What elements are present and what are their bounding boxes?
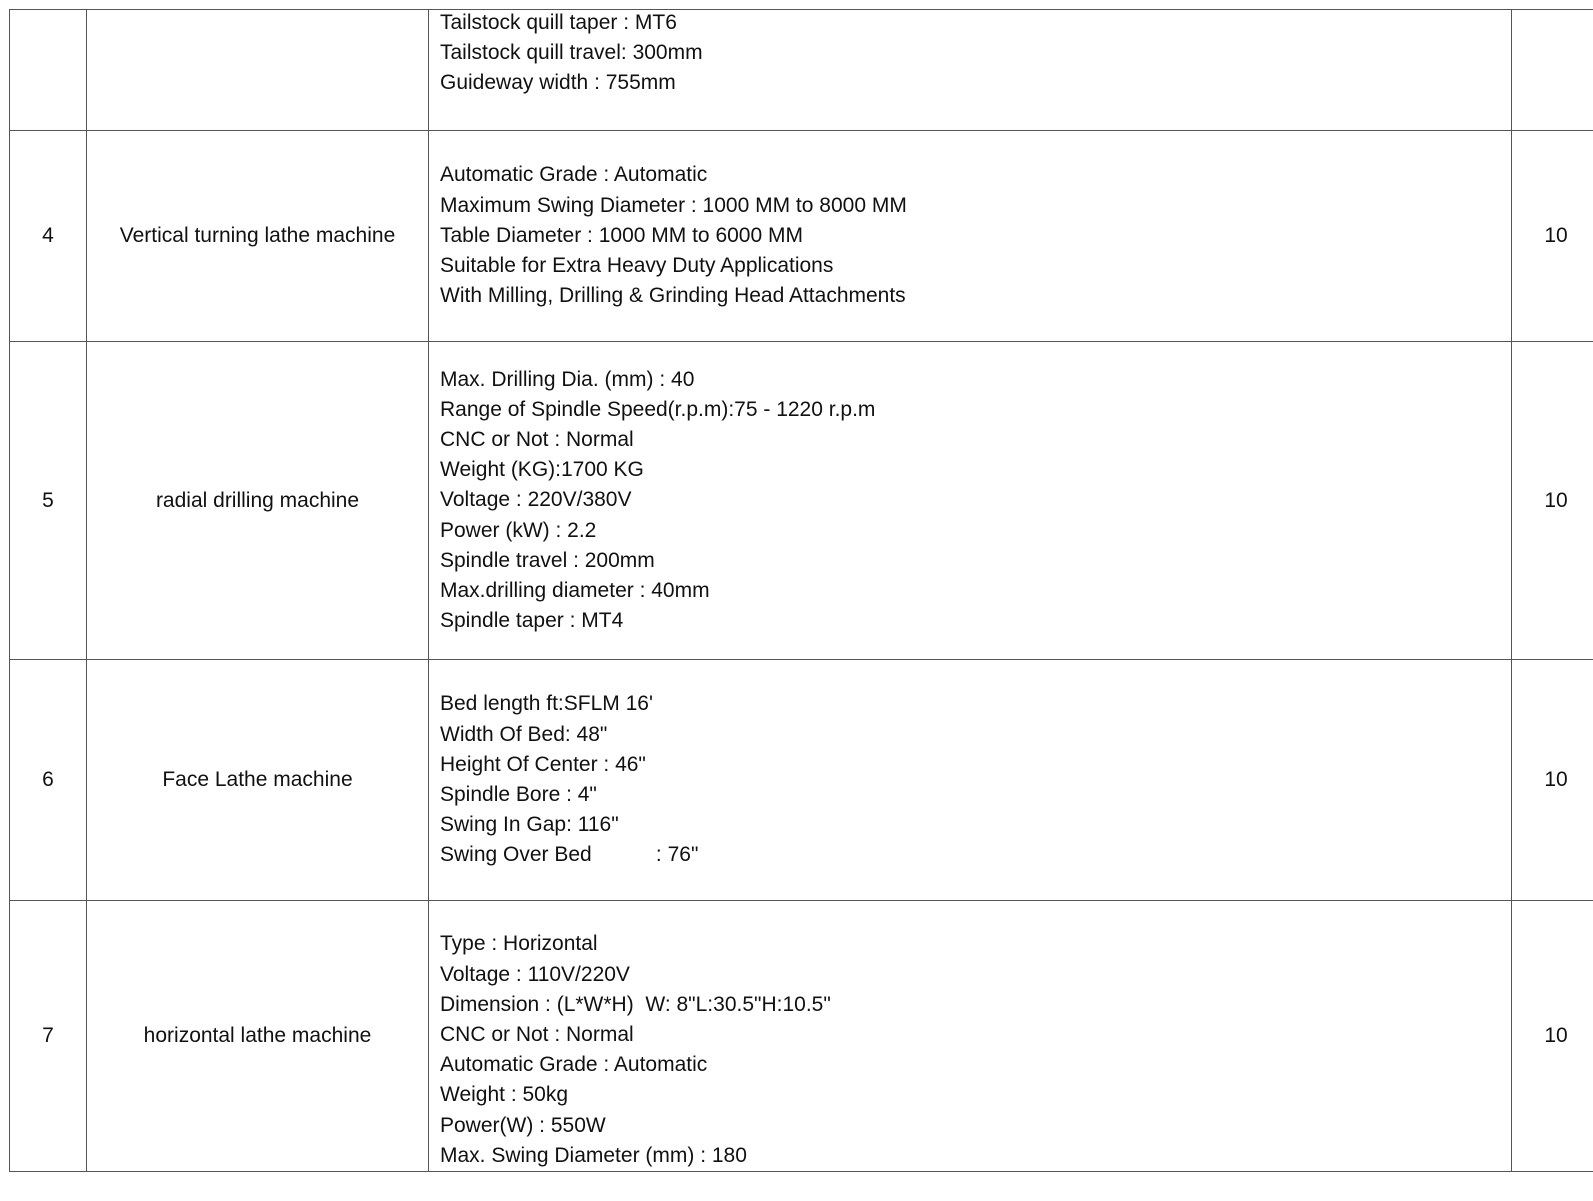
specification-cell bbox=[429, 131, 1512, 342]
item-number-cell: 5 bbox=[10, 342, 87, 660]
specification-line: Dimension : (L*W*H) W: 8"L:30.5"H:10.5" bbox=[440, 992, 831, 1016]
specification-line: CNC or Not : Normal bbox=[440, 427, 634, 451]
specification-cell bbox=[429, 10, 1512, 131]
specification-line: Voltage : 110V/220V bbox=[440, 962, 630, 986]
specification-line: Width Of Bed: 48" bbox=[440, 722, 608, 746]
machine-name-cell: Face Lathe machine bbox=[87, 660, 429, 901]
specification-list bbox=[440, 8, 1511, 99]
specification-line: Spindle taper : MT4 bbox=[440, 609, 624, 633]
specification-line: Swing In Gap: 116" bbox=[440, 813, 619, 837]
specification-line: Max. Drilling Dia. (mm) : 40 bbox=[440, 367, 695, 391]
specification-line: CNC or Not : Normal bbox=[440, 1022, 634, 1046]
specification-line: With Milling, Drilling & Grinding Head Attachments bbox=[440, 284, 906, 308]
table-body bbox=[10, 10, 1593, 1172]
specification-cell bbox=[429, 901, 1512, 1172]
specification-list bbox=[440, 160, 1511, 311]
specification-line: Maximum Swing Diameter : 1000 MM to 8000 MM bbox=[440, 193, 907, 217]
specification-line: Weight : 50kg bbox=[440, 1083, 569, 1107]
item-number-cell: 4 bbox=[10, 131, 87, 342]
table-row bbox=[10, 131, 1593, 342]
table-row bbox=[10, 342, 1593, 660]
specification-cell bbox=[429, 660, 1512, 901]
machine-name-cell: Vertical turning lathe machine bbox=[87, 131, 429, 342]
specification-line: Suitable for Extra Heavy Duty Applications bbox=[440, 254, 834, 278]
specification-line: Table Diameter : 1000 MM to 6000 MM bbox=[440, 223, 803, 247]
machine-name-cell: radial drilling machine bbox=[87, 342, 429, 660]
specification-list bbox=[440, 929, 1511, 1171]
table-row bbox=[10, 10, 1593, 131]
specification-line: Automatic Grade : Automatic bbox=[440, 1053, 708, 1077]
item-number-cell bbox=[10, 10, 87, 131]
specification-cell bbox=[429, 342, 1512, 660]
table-row bbox=[10, 660, 1593, 901]
specification-line: Max. Swing Diameter (mm) : 180 bbox=[440, 1143, 747, 1167]
specification-line: Type : Horizontal bbox=[440, 932, 598, 956]
quantity-cell bbox=[1512, 10, 1593, 131]
specification-line: Spindle travel : 200mm bbox=[440, 548, 655, 572]
quantity-cell: 10 bbox=[1512, 342, 1593, 660]
specification-line: Weight (KG):1700 KG bbox=[440, 458, 644, 482]
specification-line: Bed length ft:SFLM 16' bbox=[440, 692, 653, 716]
quantity-cell: 10 bbox=[1512, 901, 1593, 1172]
specification-line: Spindle Bore : 4" bbox=[440, 783, 597, 806]
machine-spec-table bbox=[9, 9, 1593, 1172]
specification-line: Height Of Center : 46" bbox=[440, 752, 646, 776]
specification-line: Voltage : 220V/380V bbox=[440, 488, 632, 512]
specification-line: Power (kW) : 2.2 bbox=[440, 518, 597, 542]
table-row bbox=[10, 901, 1593, 1172]
specification-list bbox=[440, 365, 1511, 637]
specification-list bbox=[440, 689, 1511, 870]
item-number-cell: 7 bbox=[10, 901, 87, 1172]
quantity-cell: 10 bbox=[1512, 131, 1593, 342]
machine-name-cell bbox=[87, 10, 429, 131]
specification-line: Swing Over Bed : 76" bbox=[440, 843, 699, 867]
specification-line: Guideway width : 755mm bbox=[440, 71, 676, 95]
quantity-cell: 10 bbox=[1512, 660, 1593, 901]
specification-line: Range of Spindle Speed(r.p.m):75 - 1220 r.p.m bbox=[440, 397, 876, 421]
specification-line: Power(W) : 550W bbox=[440, 1113, 606, 1137]
specification-line: Max.drilling diameter : 40mm bbox=[440, 579, 710, 602]
specification-line: Automatic Grade : Automatic bbox=[440, 163, 708, 187]
specification-line: Tailstock quill taper : MT6 bbox=[440, 11, 677, 34]
machine-name-cell: horizontal lathe machine bbox=[87, 901, 429, 1172]
item-number-cell: 6 bbox=[10, 660, 87, 901]
specification-line: Tailstock quill travel: 300mm bbox=[440, 41, 703, 65]
